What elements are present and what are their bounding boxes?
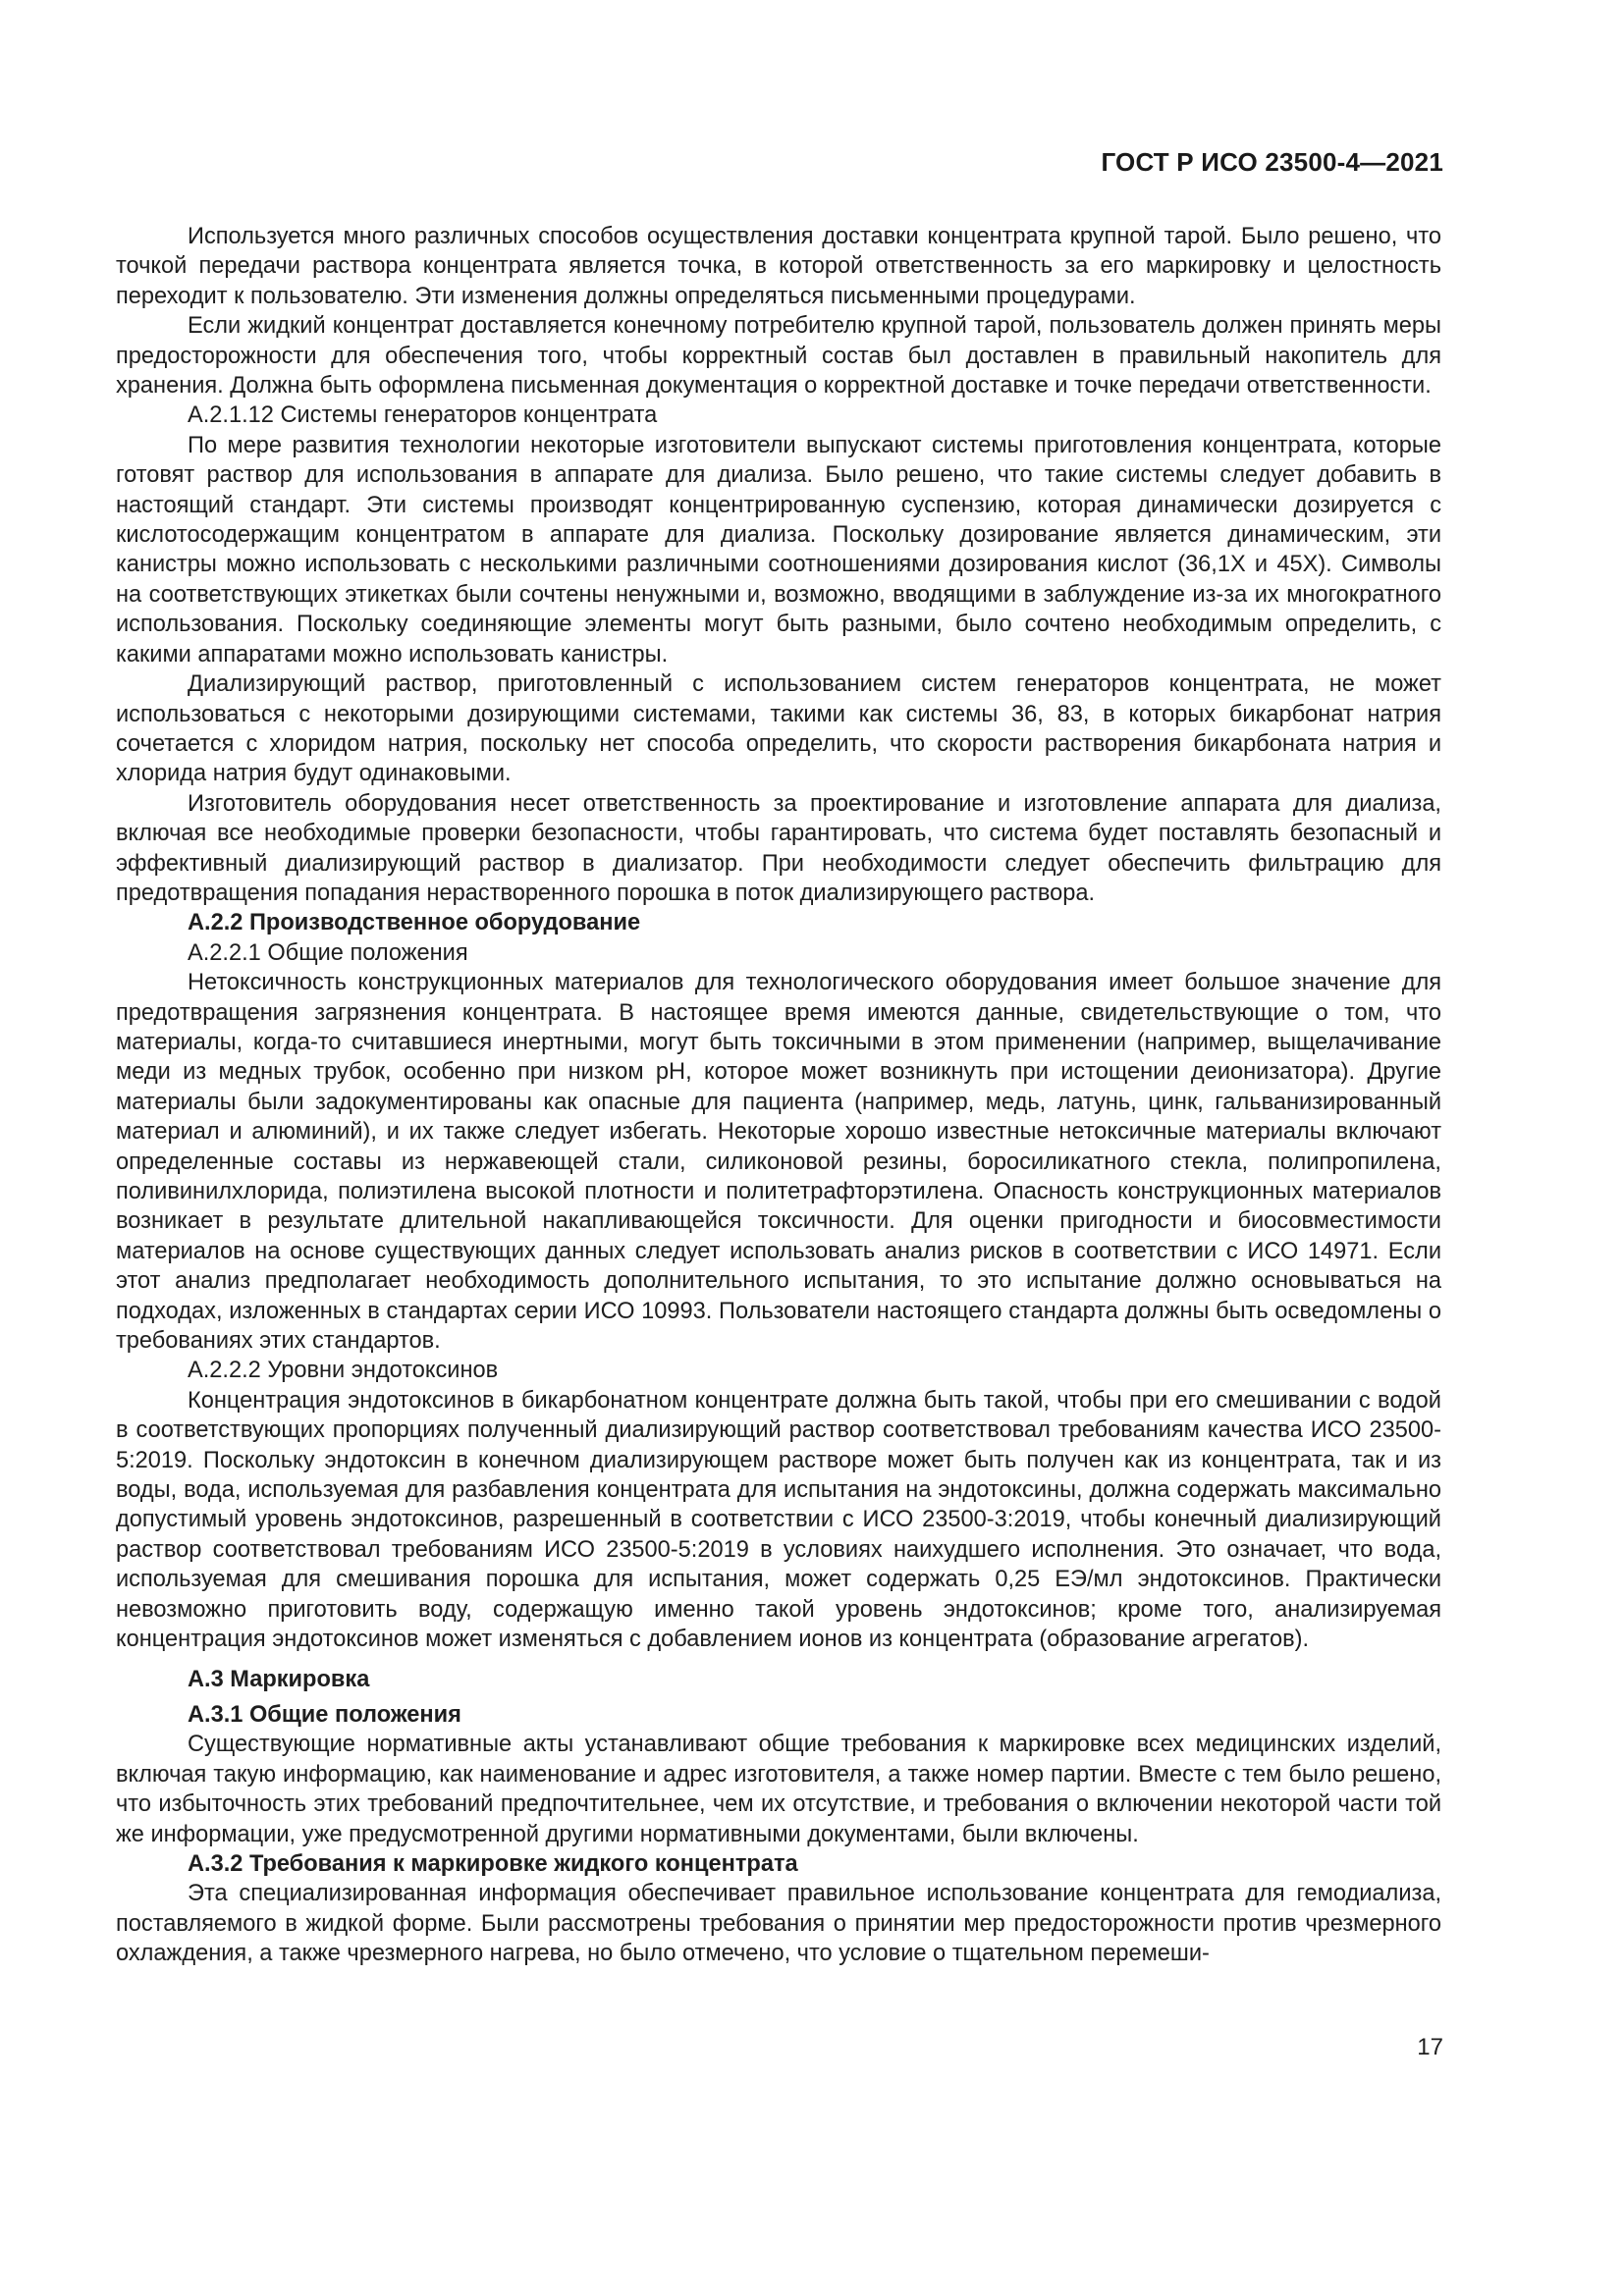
section-heading-a-3: А.3 Маркировка <box>188 1666 370 1692</box>
section-heading-a-3-1: А.3.1 Общие положения <box>188 1701 461 1728</box>
paragraph: Диализирующий раствор, приготовленный с использованием систем генераторов концентрата, не может использоваться с некоторыми дозирующими системами, такими как системы 36, 83, в которых бикарбонат натрия сочетается с хлоридом натрия, поскольку нет способа определить, что скорости растворения бикарбоната натрия и хлорида натрия будут одинаковыми. <box>116 671 1441 787</box>
subsection-heading-a-2-2-2: А.2.2.2 Уровни эндотоксинов <box>188 1358 499 1384</box>
paragraph: По мере развития технологии некоторые изготовители выпускают системы приготовления концентрата, которые готовят раствор для использования в аппарате для диализа. Было решено, что такие системы следует добавить в настоящий стандарт. Эти системы производят концентрированную суспензию, которая динамически дозируется с кислотосодержащим концентратом в аппарате для диализа. Поскольку дозирование является динамическим, эти канистры можно использовать с несколькими различными соотношениями дозирования кислот (36,1Х и 45Х). Символы на соответствующих этикетках были сочтены ненужными и, возможно, вводящими в заблуждение из-за их многократного использования. Поскольку соединяющие элементы могут быть разными, было сочтено необходимым определить, с какими аппаратами можно использовать канистры. <box>116 432 1441 667</box>
subsection-heading-a-2-2-1: А.2.2.1 Общие положения <box>188 939 468 966</box>
paragraph: Если жидкий концентрат доставляется конечному потребителю крупной тарой, пользователь должен принять меры предосторожности для обеспечения того, чтобы корректный состав был доставлен в правильный накопитель для хранения. Должна быть оформлена письменная документация о корректной доставке и точке передачи ответственности. <box>116 313 1441 400</box>
paragraph: Используется много различных способов осуществления доставки концентрата крупной тарой. Было решено, что точкой передачи раствора концентрата является точка, в которой ответственность за его маркировку и целостность переходит к пользователю. Эти изменения должны определяться письменными процедурами. <box>116 224 1441 309</box>
paragraph: Концентрация эндотоксинов в бикарбонатном концентрате должна быть такой, чтобы при его смешивании с водой в соответствующих пропорциях полученный диализирующий раствор соответствовал требованиям качества ИСО 23500-5:2019. Поскольку эндотоксин в конечном диализирующем растворе может быть получен как из концентрата, так и из воды, вода, используемая для разбавления концентрата для испытания на эндотоксины, должна содержать максимально допустимый уровень эндотоксинов, разрешенный в соответствии с ИСО 23500-3:2019, чтобы конечный диализирующий раствор соответствовал требованиям ИСО 23500-5:2019 в условиях наихудшего исполнения. Это означает, что вода, используемая для смешивания порошка для испытания, может содержать 0,25 ЕЭ/мл эндотоксинов. Практически невозможно приготовить воду, содержащую именно такой уровень эндотоксинов; кроме того, анализируемая концентрация эндотоксинов может изменяться с добавлением ионов из концентрата (образование агрегатов). <box>116 1387 1441 1653</box>
document-body <box>116 222 1441 1969</box>
paragraph: Изготовитель оборудования несет ответственность за проектирование и изготовление аппарата для диализа, включая все необходимые проверки безопасности, чтобы гарантировать, что система будет поставлять безопасный и эффективный диализирующий раствор в диализатор. При необходимости следует обеспечить фильтрацию для предотвращения попадания нерастворенного порошка в поток диализирующего раствора. <box>116 790 1441 906</box>
section-heading-a-2-2: А.2.2 Производственное оборудование <box>188 910 641 936</box>
page-number: 17 <box>1417 2034 1443 2060</box>
standard-designation: ГОСТ Р ИСО 23500-4—2021 <box>1101 147 1443 177</box>
paragraph: Эта специализированная информация обеспечивает правильное использование концентрата для гемодиализа, поставляемого в жидкой форме. Были рассмотрены требования о принятии мер предосторожности против чрезмерного охлаждения, а также чрезмерного нагрева, но было отмечено, что условие о тщательном перемеши- <box>116 1881 1441 1967</box>
paragraph: Нетоксичность конструкционных материалов для технологического оборудования имеет большое значение для предотвращения загрязнения концентрата. В настоящее время имеются данные, свидетельствующие о том, что материалы, когда-то считавшиеся инертными, могут быть токсичными в этом применении (например, выщелачивание меди из медных трубок, особенно при низком рН, которое может возникнуть при истощении деионизатора). Другие материалы были задокументированы как опасные для пациента (например, медь, латунь, цинк, гальванизированный материал и алюминий), и их также следует избегать. Некоторые хорошо известные нетоксичные материалы включают определенные составы из нержавеющей стали, силиконовой резины, боросиликатного стекла, полипропилена, поливинилхлорида, полиэтилена высокой плотности и политетрафторэтилена. Опасность конструкционных материалов возникает в результате длительной накапливающейся токсичности. Для оценки пригодности и биосовместимости материалов на основе существующих данных следует использовать анализ рисков в соответствии с ИСО 14971. Если этот анализ предполагает необходимость дополнительного испытания, то это испытание должно основываться на подходах, изложенных в стандартах серии ИСО 10993. Пользователи настоящего стандарта должны быть осведомлены о требованиях этих стандартов. <box>116 970 1441 1355</box>
subsection-heading-a-2-1-12: А.2.1.12 Системы генераторов концентрата <box>188 402 658 429</box>
paragraph: Существующие нормативные акты устанавливают общие требования к маркировке всех медицинских изделий, включая такую информацию, как наименование и адрес изготовителя, а также номер партии. Вместе с тем было решено, что избыточность этих требований предпочтительнее, чем их отсутствие, и требования о включении некоторой части той же информации, уже предусмотренной другими нормативными документами, были включены. <box>116 1732 1441 1847</box>
section-heading-a-3-2: А.3.2 Требования к маркировке жидкого концентрата <box>188 1850 798 1877</box>
